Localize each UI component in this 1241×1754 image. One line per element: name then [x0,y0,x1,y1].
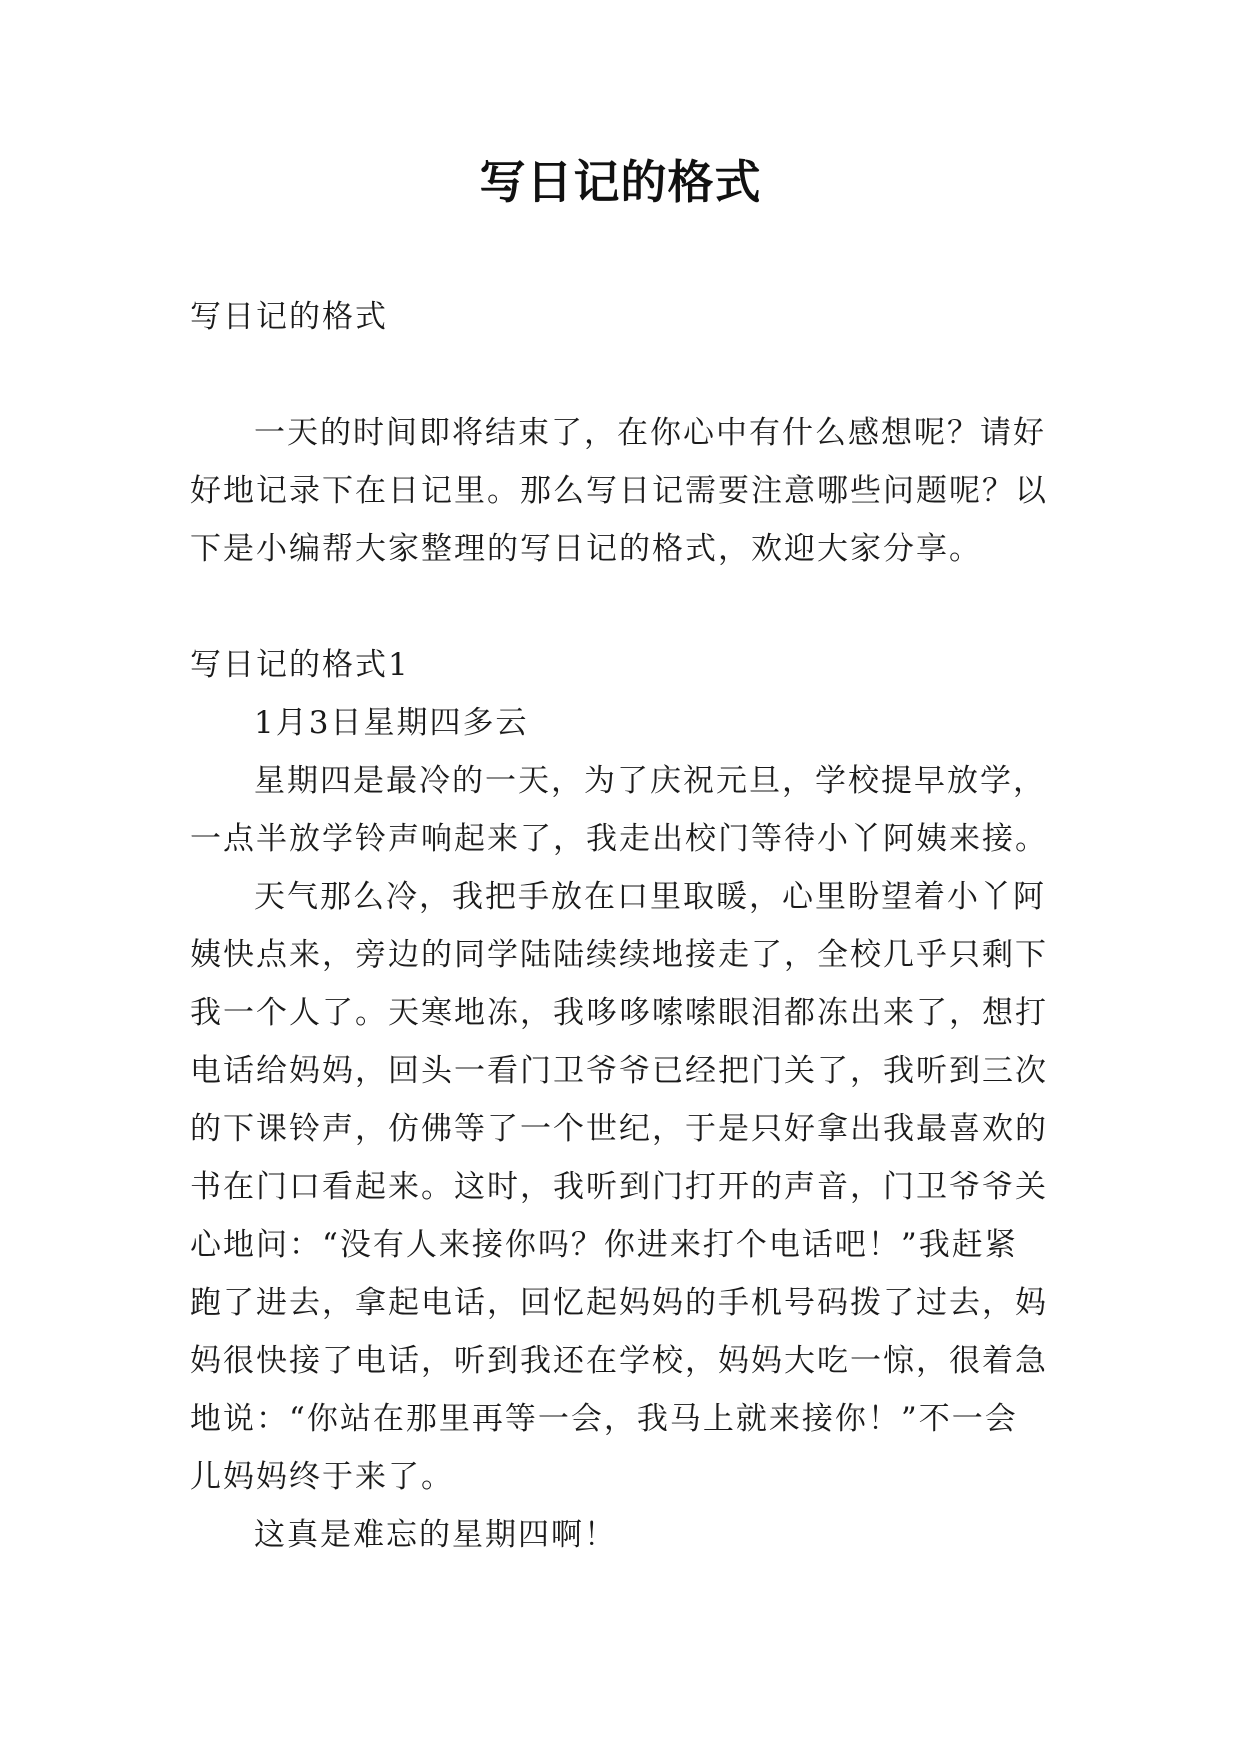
document-title: 写日记的格式 [479,155,762,209]
diary-closing-line: 这真是难忘的星期四啊！ [254,1517,617,1553]
section-heading: 写日记的格式1 [190,647,410,683]
document-subtitle: 写日记的格式 [190,299,388,335]
diary-paragraph-1: 星期四是最冷的一天，为了庆祝元旦，学校提早放学，一点半放学铃声响起来了，我走出校门等待小丫阿姨来接。 [190,763,1048,857]
diary-paragraph-2: 天气那么冷，我把手放在口里取暖，心里盼望着小丫阿姨快点来，旁边的同学陆陆续续地接走了，全校几乎只剩下我一个人了。天寒地冻，我哆哆嗦嗦眼泪都冻出来了，想打电话给妈妈，回头一看门卫爷爷已经把门关了，我听到三次的下课铃声，仿佛等了一个世纪，于是只好拿出我最喜欢的书在门口看起来。这时，我听到门打开的声音，门卫爷爷关心地问：“没有人来接你吗？你进来打个电话吧！”我赶紧跑了进去，拿起电话，回忆起妈妈的手机号码拨了过去，妈妈很快接了电话，听到我还在学校，妈妈大吃一惊，很着急地说：“你站在那里再等一会，我马上就来接你！”不一会儿妈妈终于来了。 [190,879,1048,1495]
diary-date-line: 1月3日星期四多云 [254,705,529,741]
intro-paragraph: 一天的时间即将结束了，在你心中有什么感想呢？请好好地记录下在日记里。那么写日记需要注意哪些问题呢？以下是小编帮大家整理的写日记的格式，欢迎大家分享。 [190,415,1048,567]
